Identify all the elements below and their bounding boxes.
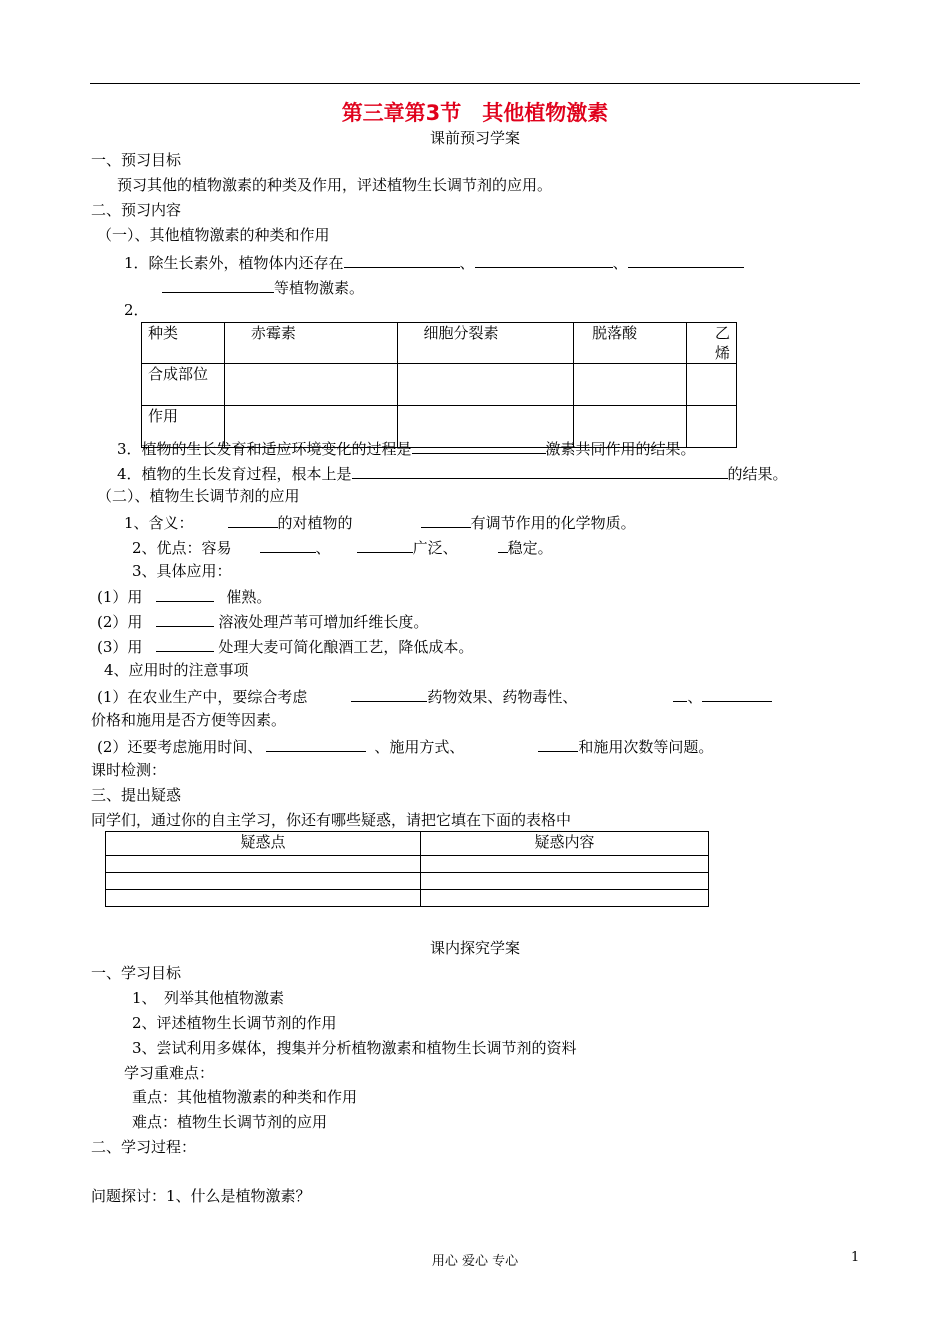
label: 1、含义： xyxy=(124,514,194,532)
doubts-instruction: 同学们，通过你的自主学习，你还有哪些疑惑，请把它填在下面的表格中 xyxy=(91,811,572,829)
table-header-cell: 脱落酸 xyxy=(574,323,687,364)
table-header-cell: 乙烯 xyxy=(686,323,736,364)
blank[interactable] xyxy=(156,635,214,652)
lesson-check: 课时检测： xyxy=(91,761,167,779)
discussion-question: 问题探讨：1、什么是植物激素？ xyxy=(91,1187,311,1205)
blank[interactable] xyxy=(628,251,744,268)
blank[interactable] xyxy=(266,735,366,752)
key-point: 重点：其他植物激素的种类和作用 xyxy=(132,1088,358,1106)
blank[interactable] xyxy=(156,585,214,602)
page-footer: 用心 爱心 专心 xyxy=(431,1254,519,1269)
note-1-line2: 价格和施用是否方便等因素。 xyxy=(91,711,287,729)
table-header-cell: 疑惑点 xyxy=(106,832,421,856)
label: (2）用 xyxy=(97,613,143,631)
text: 稳定。 xyxy=(507,539,553,557)
goal-1: 1、 列举其他植物激素 xyxy=(132,989,285,1007)
question-1-text: 1．除生长素外，植物体内还存在 xyxy=(124,254,344,272)
notes-heading: 4、应用时的注意事项 xyxy=(104,661,249,679)
table-cell[interactable] xyxy=(574,364,687,406)
heading-learning-process: 二、学习过程： xyxy=(91,1138,197,1156)
question-3-end: 激素共同作用的结果。 xyxy=(545,440,696,458)
question-4-end: 的结果。 xyxy=(727,465,788,483)
blank[interactable] xyxy=(344,251,460,268)
section-heading-pre: 课前预习学案 xyxy=(429,129,520,147)
question-1-end: 等植物激素。 xyxy=(274,279,365,297)
goal-2: 2、评述植物生长调节剂的作用 xyxy=(132,1014,337,1032)
text: 、施用方式、 xyxy=(374,738,465,756)
document-title: 第三章第3节 其他植物激素 xyxy=(341,101,609,125)
difficult-point: 难点：植物生长调节剂的应用 xyxy=(132,1113,328,1131)
blank[interactable] xyxy=(228,511,278,528)
application-2 xyxy=(97,610,428,632)
goal-3: 3、尝试利用多媒体，搜集并分析植物激素和植物生长调节剂的资料 xyxy=(132,1039,577,1057)
blank[interactable] xyxy=(475,251,613,268)
definition-line xyxy=(124,511,636,533)
table-header-cell: 细胞分裂素 xyxy=(397,323,574,364)
blank[interactable] xyxy=(538,735,578,752)
header-rule xyxy=(90,83,860,84)
table-header-cell: 赤霉素 xyxy=(224,323,397,364)
text: 、 xyxy=(687,688,703,706)
question-1-line1 xyxy=(124,251,744,273)
table-row-label: 作用 xyxy=(142,406,225,448)
key-points-heading: 学习重难点： xyxy=(124,1064,215,1082)
heading-learning-goal: 一、学习目标 xyxy=(91,964,182,982)
question-4 xyxy=(117,462,788,484)
question-3-text: 3．植物的生长发育和适应环境变化的过程是 xyxy=(117,440,412,458)
blank[interactable] xyxy=(156,610,214,627)
table-cell[interactable] xyxy=(224,364,397,406)
heading-preview-goal: 一、预习目标 xyxy=(91,151,182,169)
blank[interactable] xyxy=(673,685,687,702)
heading-preview-content: 二、预习内容 xyxy=(91,201,182,219)
blank[interactable] xyxy=(352,462,728,479)
text: (2）还要考虑施用时间、 xyxy=(97,738,263,756)
table-cell[interactable] xyxy=(421,890,709,907)
label: 2、优点：容易 xyxy=(132,539,232,557)
text: 、 xyxy=(315,539,331,557)
blank[interactable] xyxy=(260,536,316,553)
text: (1）在农业生产中，要综合考虑 xyxy=(97,688,308,706)
text: 药物效果、药物毒性、 xyxy=(427,688,578,706)
blank[interactable] xyxy=(357,536,413,553)
table-row-label: 合成部位 xyxy=(142,364,225,406)
question-3 xyxy=(117,437,696,459)
application-heading: 3、具体应用： xyxy=(132,562,232,580)
blank[interactable] xyxy=(412,437,546,454)
application-1 xyxy=(97,585,271,607)
blank[interactable] xyxy=(498,536,508,553)
table-cell[interactable] xyxy=(106,856,421,873)
advantage-line xyxy=(132,536,553,558)
text: 处理大麦可简化酿酒工艺，降低成本。 xyxy=(218,638,474,656)
table-cell[interactable] xyxy=(421,873,709,890)
blank[interactable] xyxy=(421,511,471,528)
label: (1）用 xyxy=(97,588,143,606)
page-number: 1 xyxy=(851,1250,860,1265)
text: 和施用次数等问题。 xyxy=(578,738,714,756)
note-1-line1 xyxy=(97,685,772,707)
heading-doubts: 三、提出疑惑 xyxy=(91,786,182,804)
question-4-text: 4．植物的生长发育过程，根本上是 xyxy=(117,465,352,483)
label: (3）用 xyxy=(97,638,143,656)
question-1-line2 xyxy=(162,276,364,298)
preview-goal-text: 预习其他的植物激素的种类及作用，评述植物生长调节剂的应用。 xyxy=(117,176,553,194)
separator: 、 xyxy=(459,254,475,272)
table-header-cell: 种类 xyxy=(142,323,225,364)
blank[interactable] xyxy=(702,685,772,702)
table-cell[interactable] xyxy=(106,890,421,907)
table-cell[interactable] xyxy=(106,873,421,890)
subheading-hormone-types: （一）、其他植物激素的种类和作用 xyxy=(97,226,330,244)
question-2: 2． xyxy=(124,301,149,319)
table-header-cell: 疑惑内容 xyxy=(421,832,709,856)
text: 广泛、 xyxy=(412,539,458,557)
table-cell[interactable] xyxy=(397,364,574,406)
section-heading-in-class: 课内探究学案 xyxy=(429,939,520,957)
text: 溶液处理芦苇可增加纤维长度。 xyxy=(218,613,429,631)
subheading-regulators: （二）、植物生长调节剂的应用 xyxy=(97,487,300,505)
table-cell[interactable] xyxy=(421,856,709,873)
doubts-table xyxy=(105,831,709,907)
application-3 xyxy=(97,635,473,657)
note-2 xyxy=(97,735,713,757)
table-cell[interactable] xyxy=(686,364,736,406)
text: 的对植物的 xyxy=(277,514,353,532)
text: 催熟。 xyxy=(226,588,272,606)
blank[interactable] xyxy=(351,685,427,702)
blank[interactable] xyxy=(162,276,274,293)
hormone-table xyxy=(141,322,737,448)
text: 有调节作用的化学物质。 xyxy=(470,514,636,532)
separator: 、 xyxy=(612,254,628,272)
